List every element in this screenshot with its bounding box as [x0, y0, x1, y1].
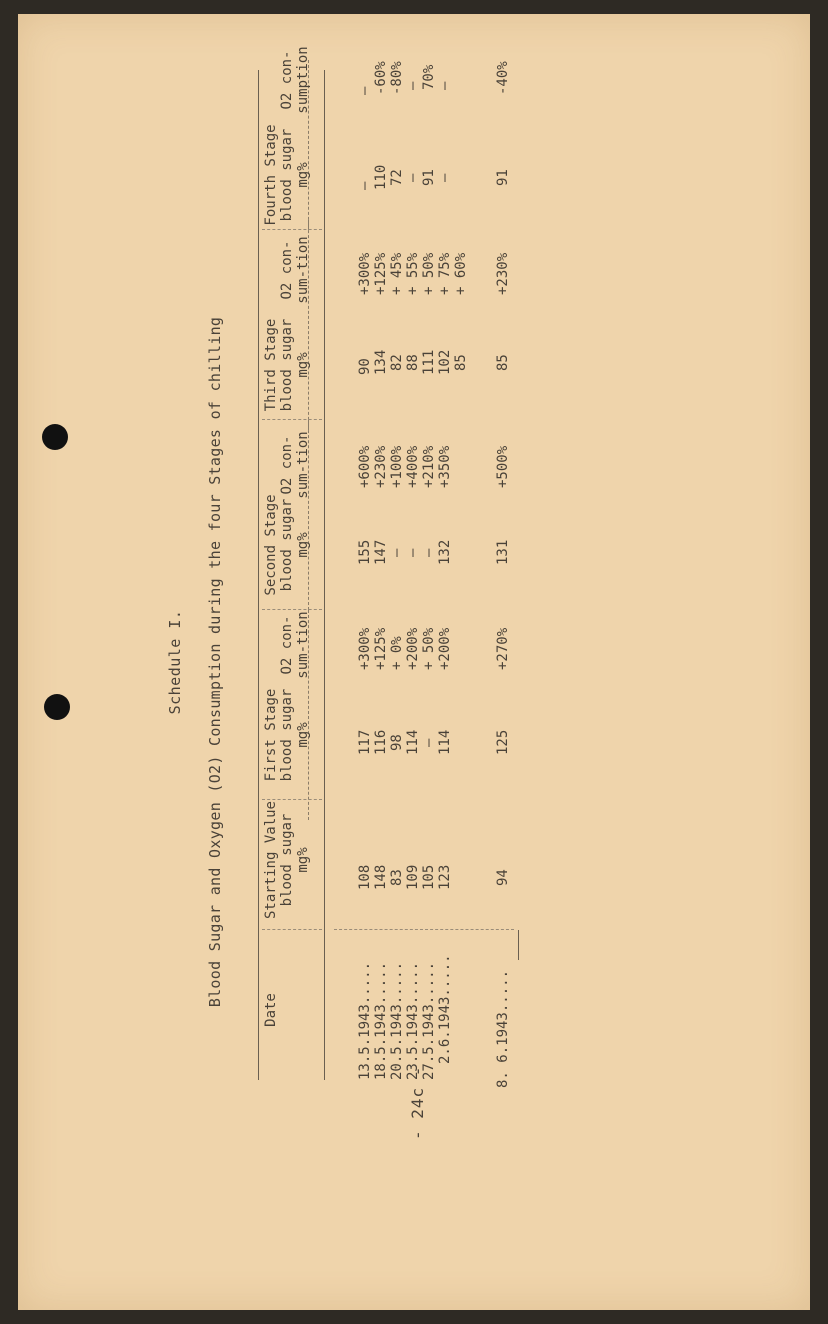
cell-third-bs: 134: [373, 349, 389, 375]
cell-fourth-o2: -80%: [389, 61, 405, 95]
rotated-content-frame: [18, 14, 810, 1310]
cell-third-bs: 85: [495, 354, 511, 371]
cell-first-o2: +200%: [405, 627, 421, 670]
cell-fourth-bs: –: [405, 173, 421, 182]
cell-third-o2: +300%: [357, 252, 373, 295]
header-first-o2-2: sum-tion: [295, 611, 311, 679]
cell-fourth-bs: –: [357, 181, 373, 190]
table-top-rule: [258, 70, 259, 1080]
cell-third-bs: 88: [405, 354, 421, 371]
header-starting-2: blood sugar: [279, 813, 295, 907]
cell-first-bs: 114: [437, 729, 453, 755]
cell-fourth-o2: –: [405, 81, 421, 90]
cell-second-bs: 131: [495, 539, 511, 565]
cell-third-o2: +125%: [373, 252, 389, 295]
cell-first-o2: +125%: [373, 627, 389, 670]
cell-fourth-o2: -40%: [495, 61, 511, 95]
table-row: [390, 14, 406, 1310]
cell-second-bs: 155: [357, 539, 373, 565]
cell-fourth-o2: 70%: [421, 64, 437, 90]
header-fourth-o2-2: sumption: [295, 46, 311, 114]
cell-starting: 123: [437, 864, 453, 890]
cell-third-o2: + 50%: [421, 252, 437, 295]
cell-date: 27.5.1943.....: [421, 961, 437, 1080]
cell-second-o2: +400%: [405, 445, 421, 488]
cell-first-bs: 116: [373, 729, 389, 755]
table-bottom-rule: [518, 930, 519, 960]
cell-date: 18.5.1943.....: [373, 961, 389, 1080]
cell-first-o2: + 50%: [421, 627, 437, 670]
table-row: [454, 14, 470, 1310]
cell-fourth-bs: 72: [389, 169, 405, 186]
cell-starting: 109: [405, 864, 421, 890]
header-third-bs-3: mg%: [295, 352, 311, 378]
cell-third-o2: + 75%: [437, 252, 453, 295]
landscape-table-area: [18, 14, 810, 1310]
header-second-bs-3: mg%: [295, 532, 311, 558]
header-third-o2-1: O2 con-: [279, 240, 295, 300]
header-first-o2-1: O2 con-: [279, 615, 295, 675]
header-starting-1: Starting Value: [263, 801, 279, 920]
cell-fourth-o2: -60%: [373, 61, 389, 95]
header-second-bs-2: blood sugar: [279, 498, 295, 592]
cell-first-o2: +270%: [495, 627, 511, 670]
header-bottom-rule: [324, 70, 325, 1080]
header-third-o2-2: sum-tion: [295, 236, 311, 304]
table-row: [358, 14, 374, 1310]
cell-second-bs: –: [421, 548, 437, 557]
document-title: Blood Sugar and Oxygen (O2) Consumption during the four Stages of chilling: [206, 316, 224, 1008]
cell-starting: 148: [373, 864, 389, 890]
cell-first-o2: + 0%: [389, 636, 405, 670]
cell-third-bs: 111: [421, 349, 437, 375]
cell-fourth-bs: 91: [421, 169, 437, 186]
cell-date: 23.5.1943.....: [405, 961, 421, 1080]
cell-second-o2: +210%: [421, 445, 437, 488]
table-row: [374, 14, 390, 1310]
cell-second-bs: 147: [373, 539, 389, 565]
cell-fourth-bs: –: [437, 173, 453, 182]
cell-first-bs: 117: [357, 729, 373, 755]
header-third-bs-1: Third Stage: [263, 318, 279, 412]
cell-third-bs: 102: [437, 349, 453, 375]
cell-fourth-bs: 110: [373, 164, 389, 190]
header-fourth-bs-1: Fourth Stage: [263, 124, 279, 226]
header-starting-3: mg%: [295, 847, 311, 873]
cell-second-o2: +230%: [373, 445, 389, 488]
header-second-bs-1: Second Stage: [263, 494, 279, 596]
cell-second-bs: –: [389, 548, 405, 557]
cell-second-o2: +100%: [389, 445, 405, 488]
cell-fourth-o2: –: [437, 81, 453, 90]
header-second-o2-2: sum-tion: [295, 431, 311, 499]
cell-second-o2: +600%: [357, 445, 373, 488]
cell-third-bs: 85: [453, 354, 469, 371]
header-second-o2-1: O2 con-: [279, 435, 295, 495]
header-fourth-o2-1: O2 con-: [279, 50, 295, 110]
cell-first-o2: +200%: [437, 627, 453, 670]
cell-date: 20.5.1943.....: [389, 961, 405, 1080]
cell-starting: 83: [389, 869, 405, 886]
cell-first-o2: +300%: [357, 627, 373, 670]
header-first-bs-2: blood sugar: [279, 688, 295, 782]
cell-starting: 108: [357, 864, 373, 890]
header-date: Date: [263, 993, 279, 1027]
cell-second-o2: +350%: [437, 445, 453, 488]
cell-fourth-bs: 91: [495, 169, 511, 186]
cell-second-o2: +500%: [495, 445, 511, 488]
cell-date: 13.5.1943.....: [357, 961, 373, 1080]
cell-starting: 105: [421, 864, 437, 890]
cell-third-bs: 82: [389, 354, 405, 371]
schedule-label: Schedule I.: [166, 609, 184, 715]
page-number: - 24c -: [408, 1065, 427, 1140]
cell-date: 2.6.1943.....: [437, 954, 453, 1064]
cell-second-bs: 132: [437, 539, 453, 565]
cell-date: 8. 6.1943.....: [495, 969, 511, 1088]
header-first-bs-3: mg%: [295, 722, 311, 748]
header-fourth-bs-3: mg%: [295, 162, 311, 188]
header-first-bs-1: First Stage: [263, 688, 279, 782]
cell-first-bs: 125: [495, 729, 511, 755]
cell-third-o2: + 55%: [405, 252, 421, 295]
table-row: [496, 14, 512, 1310]
cell-third-bs: 90: [357, 358, 373, 375]
cell-starting: 94: [495, 869, 511, 886]
cell-second-bs: –: [405, 548, 421, 557]
header-fourth-bs-2: blood sugar: [279, 128, 295, 222]
cell-third-o2: +230%: [495, 252, 511, 295]
cell-fourth-o2: –: [357, 86, 373, 95]
cell-first-bs: 98: [389, 734, 405, 751]
cell-first-bs: –: [421, 738, 437, 747]
cell-first-bs: 114: [405, 729, 421, 755]
table-row: [438, 14, 454, 1310]
cell-third-o2: + 45%: [389, 252, 405, 295]
header-third-bs-2: blood sugar: [279, 318, 295, 412]
cell-third-o2: + 60%: [453, 252, 469, 295]
